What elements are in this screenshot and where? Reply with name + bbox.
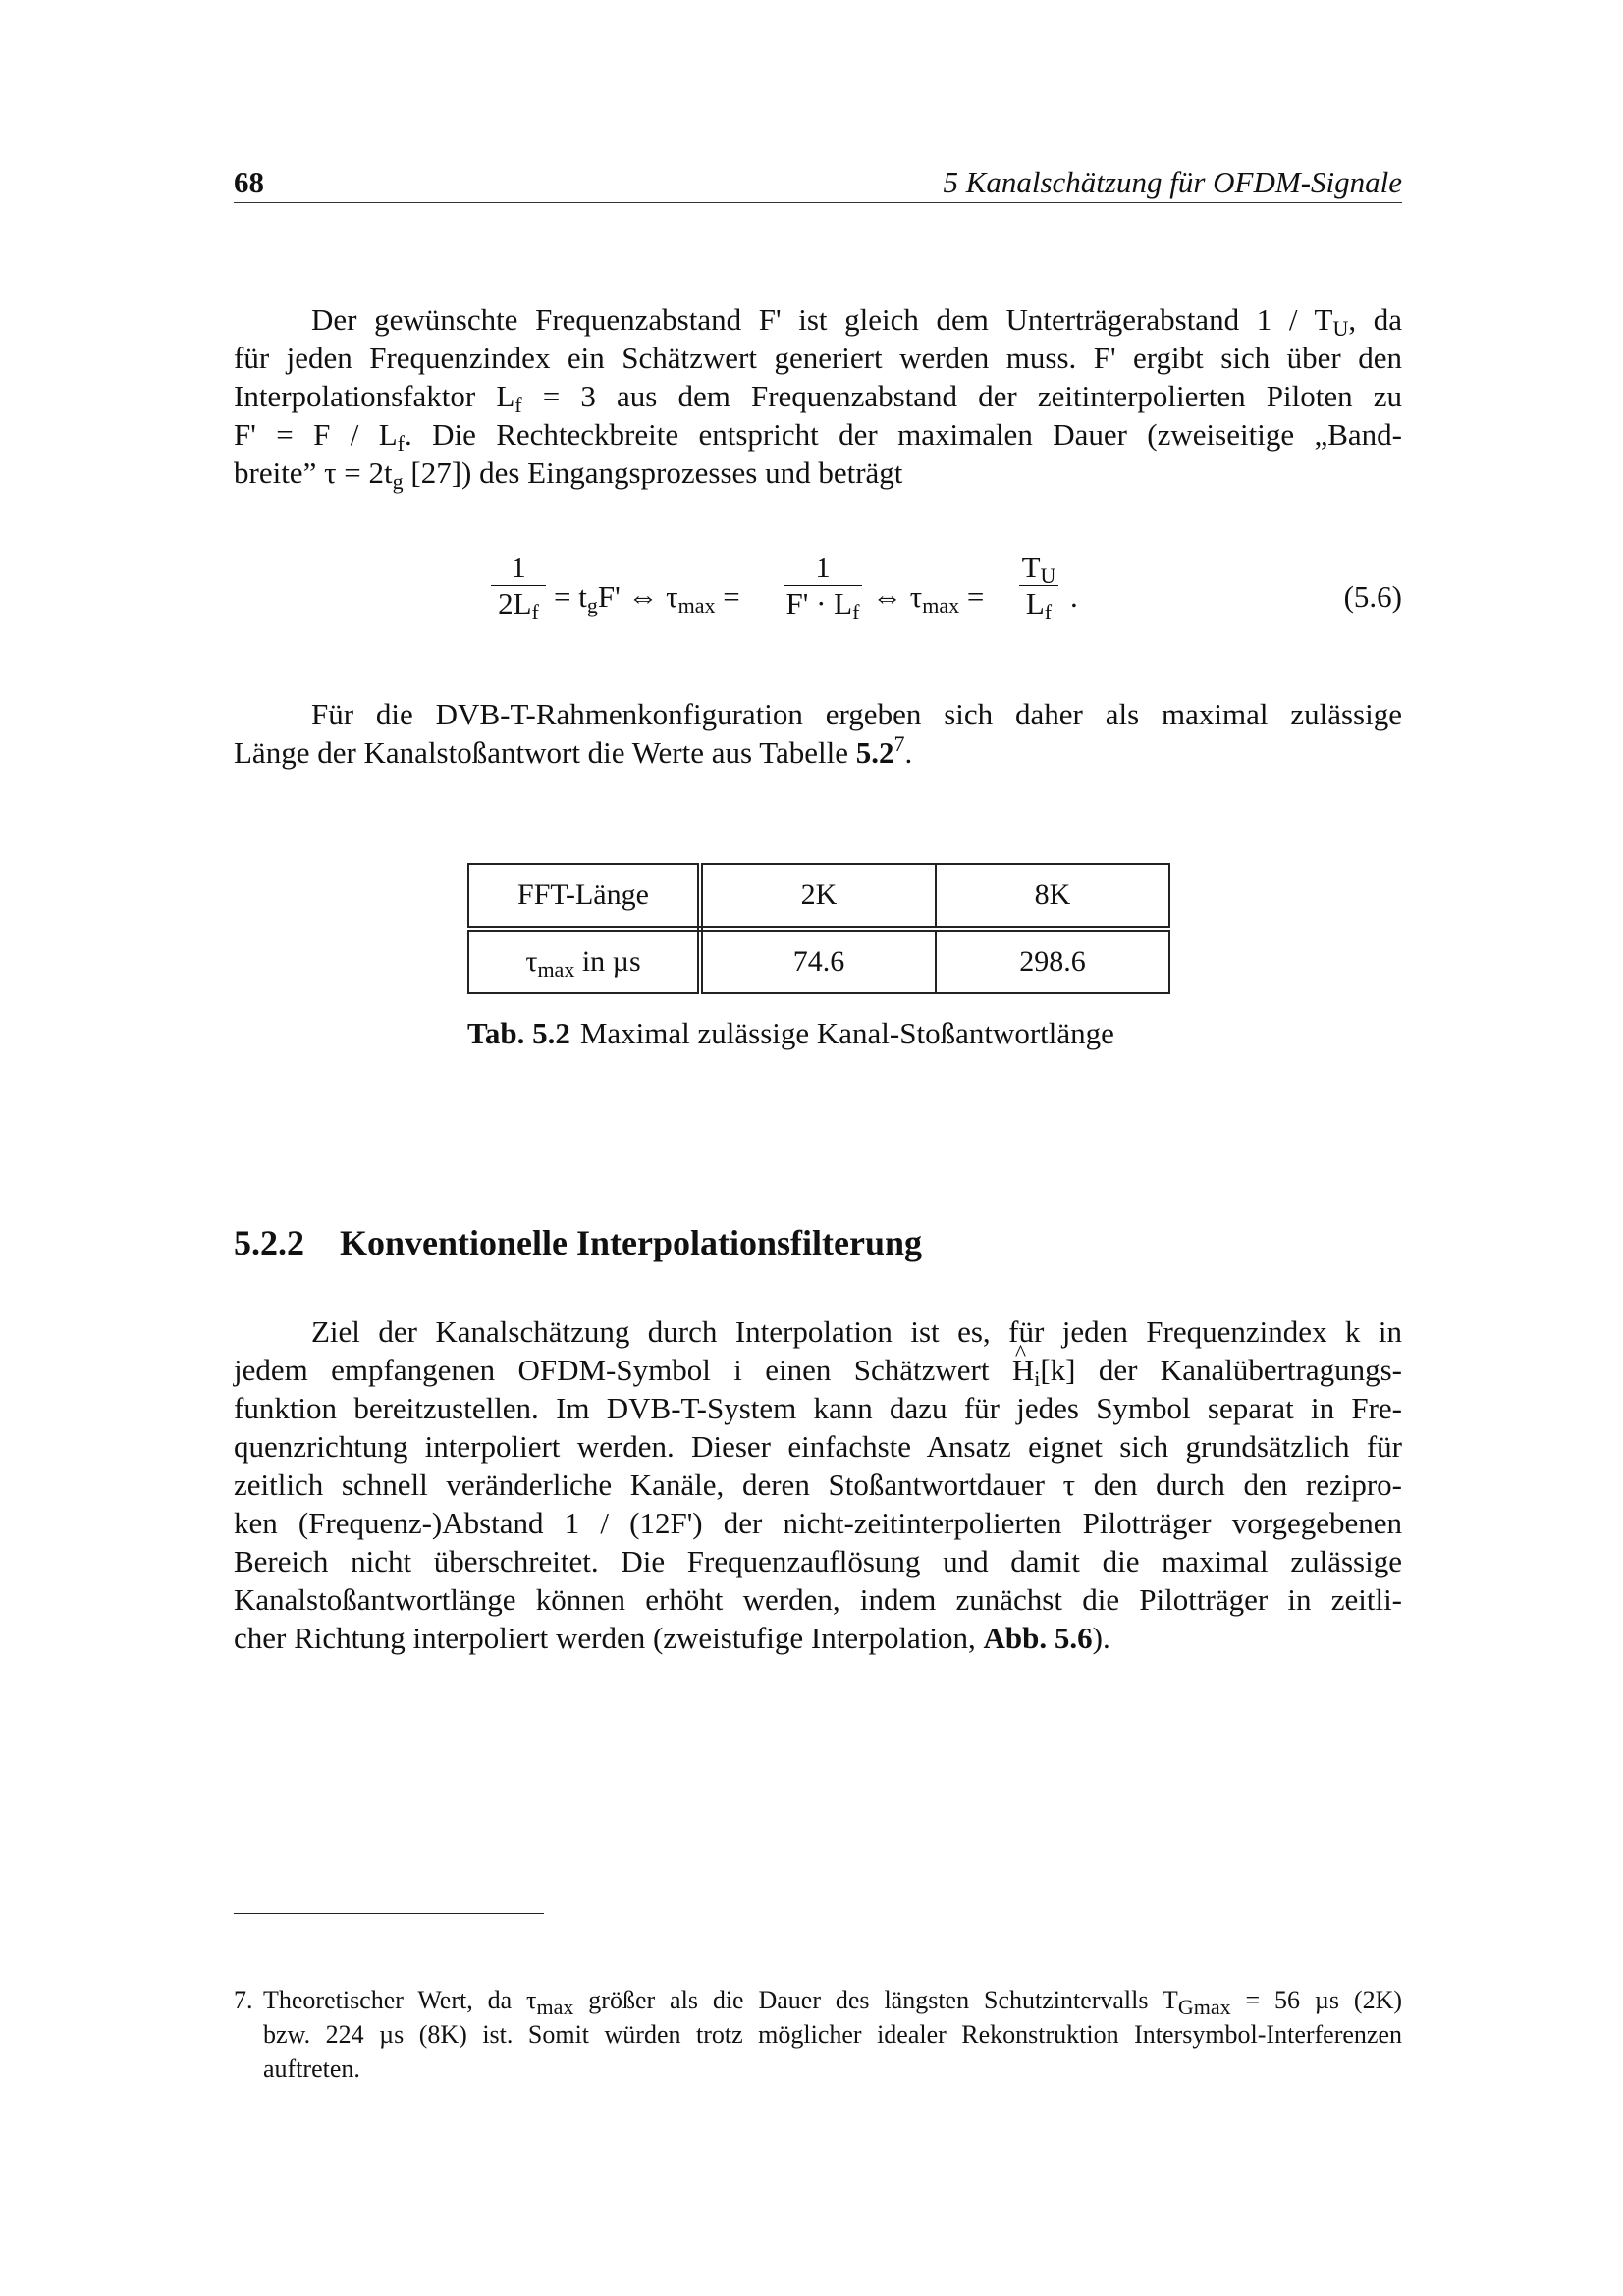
equation-middle-part: = $t_gF'$ ⇔ $\tau_{max}$ =	[554, 579, 740, 617]
text-line: für jeden Frequenzindex ein Schätzwert generiert werden muss. F' ergibt sich über den	[234, 341, 1402, 375]
page-header	[234, 163, 1402, 203]
text-line: bzw. 224 µs (8K) ist. Somit würden trotz möglicher idealer Rekonstruktion Intersymbol-Interferenzen	[263, 2020, 1402, 2049]
running-title: 5 Kanalschätzung für OFDM-Signale	[943, 165, 1402, 199]
text-line: Der gewünschte Frequenzabstand F' ist gleich dem Unterträgerabstand $1 / T_U$, da	[311, 302, 1403, 341]
equation-period: .	[1070, 579, 1078, 614]
footnote-reference: 7	[893, 731, 905, 756]
paragraph-frequency-spacing	[234, 300, 1402, 492]
footnote-body	[263, 1983, 1402, 2086]
impulse-response-table	[467, 863, 1170, 994]
header-cell-8k: 8K	[936, 864, 1169, 929]
text-line: Kanalstoßantwortlänge können erhöht werden, indem zunächst die Pilotträger in zeitli-	[234, 1582, 1402, 1617]
fraction-1-over-2lf: 1 $2L_f$	[491, 550, 546, 621]
figure-reference: Abb. 5.6	[983, 1621, 1093, 1655]
paragraph-interpolation	[234, 1312, 1402, 1657]
text-line: auftreten.	[263, 2055, 360, 2083]
equation-5-6	[234, 550, 1402, 648]
table-row	[468, 929, 1169, 993]
text-line: Ziel der Kanalschätzung durch Interpolation ist es, für jeden Frequenzindex k in	[311, 1314, 1402, 1349]
paragraph-dvbt-configuration	[234, 695, 1402, 772]
table-reference: 5.2	[855, 735, 894, 770]
text-line: Länge der Kanalstoßantwort die Werte aus Tabelle $5.2^7$.	[234, 731, 913, 770]
text-line: breite” $\tau = 2t_g$ [27]) des Eingangsprozesses und beträgt	[234, 455, 903, 494]
row-label-tau-max: $\tau_{max}$ in µs	[468, 929, 700, 993]
table-header-row	[468, 864, 1169, 929]
text-line: ken (Frequenz-)Abstand 1 / (12F') der nicht-zeitinterpolierten Pilotträger vorgegebenen	[234, 1506, 1402, 1540]
fraction-tu-over-lf: $T_U$ $L_f$	[1019, 550, 1058, 621]
header-cell-2k: 2K	[700, 864, 936, 929]
equation-right-part: ⇔ $\tau_{max}$ =	[872, 579, 985, 617]
section-heading	[234, 1220, 922, 1265]
value-cell-8k: 298.6	[936, 929, 1169, 993]
table-caption	[467, 1014, 1114, 1053]
section-number: 5.2.2	[234, 1223, 304, 1262]
text-line: $F' = F / L_f$. Die Rechteckbreite entspricht der maximalen Dauer (zweiseitige „Band-	[234, 417, 1402, 455]
text-line: Bereich nicht überschreitet. Die Frequenzauflösung und damit die maximal zulässige	[234, 1544, 1402, 1578]
text-line: funktion bereitzustellen. Im DVB-T-System kann dazu für jedes Symbol separat in Fre-	[234, 1391, 1402, 1425]
section-title: Konventionelle Interpolationsfilterung	[340, 1223, 922, 1262]
text-line: jedem empfangenen OFDM-Symbol i einen Schätzwert ^ $H_i[k]$ der Kanalübertragungs-	[234, 1351, 1402, 1389]
footnote-7	[234, 1983, 1402, 2086]
text-line: Interpolationsfaktor $L_f = 3$ aus dem Frequenzabstand der zeitinterpolierten Piloten zu	[234, 379, 1402, 417]
fraction-1-over-f-lf: 1 $F' \cdot L_f$	[784, 550, 862, 621]
footnote-divider	[234, 1913, 544, 1914]
caption-label: Tab. 5.2	[467, 1016, 570, 1050]
text-line: Für die DVB-T-Rahmenkonfiguration ergeben sich daher als maximal zulässige	[311, 697, 1402, 731]
page-number: 68	[234, 165, 264, 199]
text-line: zeitlich schnell veränderliche Kanäle, deren Stoßantwortdauer τ den durch den rezipro-	[234, 1468, 1402, 1502]
text-line: quenzrichtung interpoliert werden. Dieser einfachste Ansatz eignet sich grundsätzlich für	[234, 1429, 1402, 1464]
caption-text: Maximal zulässige Kanal-Stoßantwortlänge	[579, 1016, 1114, 1050]
channel-estimate-symbol: ^ $H_i$	[1012, 1351, 1041, 1389]
equation-number: (5.6)	[1343, 579, 1402, 614]
value-cell-2k: 74.6	[700, 929, 936, 993]
footnote-mark: 7.	[234, 1986, 253, 2014]
text-line: Theoretischer Wert, da $\tau_{max}$ größer als die Dauer des längsten Schutzintervalls $T_{Gmax} = 56$ µs (2K)	[263, 1986, 1403, 2019]
text-line: cher Richtung interpoliert werden (zweistufige Interpolation, Abb. 5.6).	[234, 1621, 1110, 1655]
header-cell-fft-length: FFT-Länge	[468, 864, 700, 929]
